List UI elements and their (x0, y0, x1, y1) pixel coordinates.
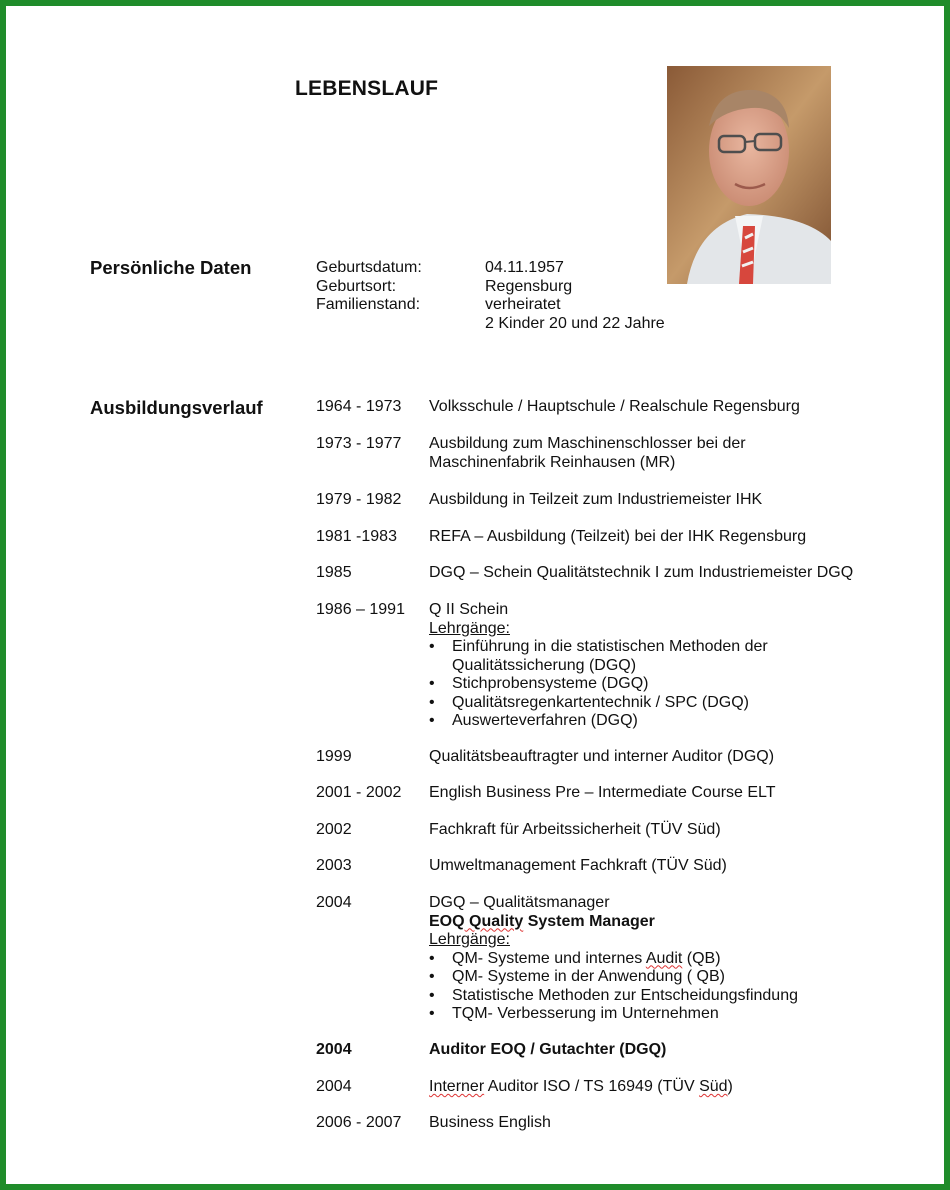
birthplace-value: Regensburg (485, 277, 573, 295)
entry-year: 2001 - 2002 (316, 784, 402, 801)
marital-status-label: Familienstand: (316, 296, 421, 313)
birthdate-value: 04.11.1957 (485, 259, 564, 276)
education-heading: Ausbildungsverlauf (90, 397, 263, 418)
entry-subtitle: EOQ Quality System Manager (429, 912, 655, 930)
entry-text: Fachkraft für Arbeitssicherheit (TÜV Süd) (429, 821, 721, 838)
portrait-photo (667, 66, 831, 284)
entry-year: 2004 (316, 894, 352, 911)
courses-label: Lehrgänge: (429, 619, 510, 637)
birthdate-label: Geburtsdatum: (316, 259, 422, 276)
list-item: • QM- Systeme und internes Audit (QB) (429, 950, 899, 969)
entry-line: Q II Schein (429, 601, 509, 618)
entry-text: Ausbildung in Teilzeit zum Industriemeister IHK (429, 491, 763, 508)
entry-year: 2004 (316, 1041, 352, 1058)
entry-year: 2003 (316, 857, 352, 874)
entry-year: 2004 (316, 1078, 352, 1095)
entry-line: Maschinenfabrik Reinhausen (MR) (429, 453, 676, 471)
entry-year: 1999 (316, 748, 352, 765)
entry-year: 1979 - 1982 (316, 491, 402, 508)
entry-year: 1973 - 1977 (316, 435, 402, 452)
course-list (429, 950, 899, 1024)
entry-line: DGQ – Qualitätsmanager (429, 894, 610, 911)
document-title: LEBENSLAUF (295, 77, 439, 100)
course-list (429, 638, 899, 731)
entry-line: Ausbildung zum Maschinenschlosser bei der (429, 435, 746, 452)
marital-status-value: verheiratet (485, 296, 561, 313)
entry-text: Qualitätsbeauftragter und interner Auditor (DGQ) (429, 748, 775, 765)
entry-text (429, 435, 899, 472)
entry-year: 2002 (316, 821, 352, 838)
list-item: • Stichprobensysteme (DGQ) (429, 675, 899, 694)
entry-text (429, 894, 899, 1024)
list-item: • Einführung in die statistischen Methoden der Qualitätssicherung (DGQ) (429, 638, 899, 675)
birthplace-label: Geburtsort: (316, 277, 397, 295)
children-info: 2 Kinder 20 und 22 Jahre (485, 314, 665, 332)
entry-text: Volksschule / Hauptschule / Realschule Regensburg (429, 398, 800, 415)
entry-text: English Business Pre – Intermediate Course ELT (429, 784, 776, 801)
courses-label: Lehrgänge: (429, 931, 510, 948)
entry-text: Auditor EOQ / Gutachter (DGQ) (429, 1041, 667, 1058)
entry-year: 1986 – 1991 (316, 601, 405, 618)
entry-text: DGQ – Schein Qualitätstechnik I zum Industriemeister DGQ (429, 564, 854, 581)
list-item: • TQM- Verbesserung im Unternehmen (429, 1005, 899, 1024)
entry-text: Umweltmanagement Fachkraft (TÜV Süd) (429, 857, 727, 874)
personal-data-heading: Persönliche Daten (90, 257, 252, 278)
list-item: • Statistische Methoden zur Entscheidungsfindung (429, 987, 899, 1006)
entry-year: 1981 -1983 (316, 528, 397, 545)
entry-year: 2006 - 2007 (316, 1114, 402, 1131)
list-item: • QM- Systeme in der Anwendung ( QB) (429, 968, 899, 987)
list-item: • Auswerteverfahren (DGQ) (429, 712, 899, 731)
list-item: • Qualitätsregenkartentechnik / SPC (DGQ) (429, 694, 899, 713)
entry-year: 1964 - 1973 (316, 398, 402, 415)
entry-text (429, 601, 899, 731)
entry-text: Business English (429, 1114, 551, 1131)
entry-text: REFA – Ausbildung (Teilzeit) bei der IHK Regensburg (429, 528, 807, 545)
entry-text: Interner Auditor ISO / TS 16949 (TÜV Süd) (429, 1078, 733, 1095)
entry-year: 1985 (316, 564, 352, 581)
